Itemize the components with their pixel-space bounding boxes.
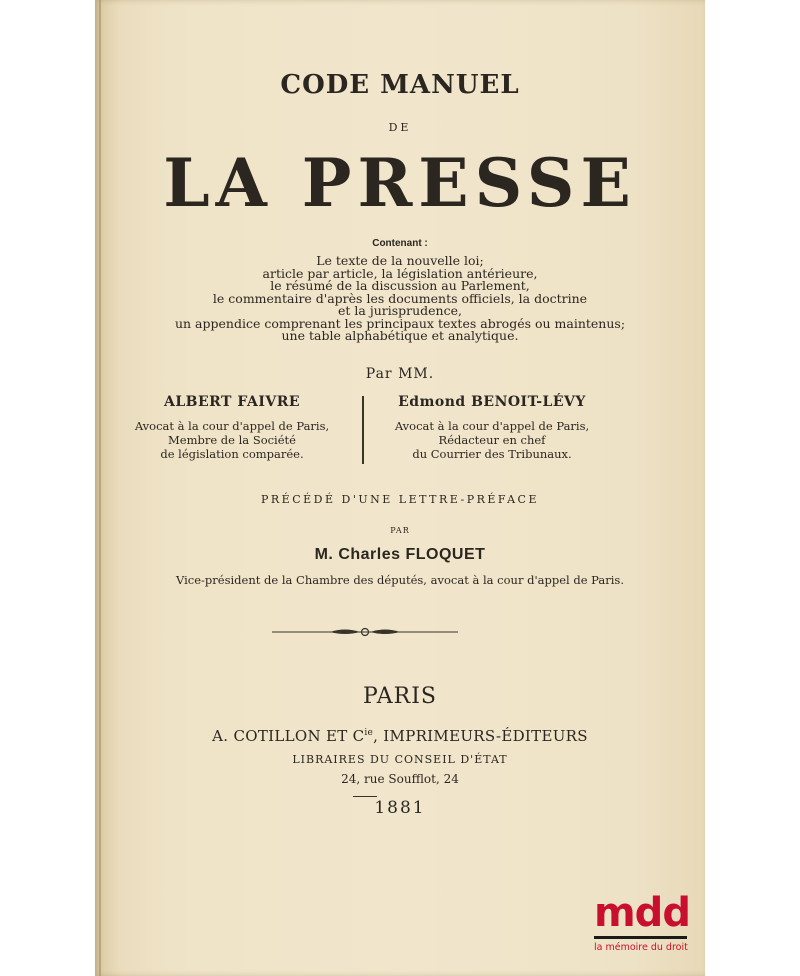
preface-author: M. Charles FLOQUET: [314, 546, 486, 563]
logo-tagline: la mémoire du droit: [594, 942, 688, 953]
author-left-line: Avocat à la cour d'appel de Paris,: [134, 419, 330, 433]
contents-list: [95, 255, 705, 343]
imprint-city: PARIS: [363, 684, 437, 709]
mdd-logo[interactable]: [594, 890, 694, 963]
preface-author-role: Vice-président de la Chambre des députés, avocat à la cour d'appel de Paris.: [176, 573, 624, 587]
author-left-line: de législation comparée.: [160, 447, 304, 461]
contents-heading: Contenant :: [372, 238, 428, 249]
title-de: DE: [388, 121, 412, 134]
author-right-line: Avocat à la cour d'appel de Paris,: [394, 419, 590, 433]
publisher-role: , IMPRIMEURS-ÉDITEURS: [373, 727, 588, 745]
preface-par: PAR: [390, 526, 410, 535]
contents-line: le commentaire d'après les documents officiels, la doctrine: [212, 290, 588, 306]
contents-line: une table alphabétique et analytique.: [281, 328, 519, 343]
author-divider: [362, 396, 364, 464]
authors-by: Par MM.: [365, 366, 435, 382]
publisher-sup: ie: [364, 728, 374, 738]
title-line-1: CODE MANUEL: [280, 70, 520, 100]
title-page: [95, 0, 705, 976]
author-left-line: Membre de la Société: [168, 433, 296, 447]
author-right-line: Rédacteur en chef: [438, 433, 546, 447]
ornament-divider-icon: [270, 623, 460, 641]
logo-mark: mdd: [594, 890, 690, 936]
imprint-libraires: LIBRAIRES DU CONSEIL D'ÉTAT: [292, 753, 508, 766]
logo-bar: [594, 936, 687, 939]
imprint-address: 24, rue Soufflot, 24: [341, 772, 459, 786]
contents-line: le résumé de la discussion au Parlement,: [270, 278, 530, 293]
contents-line: Le texte de la nouvelle loi;: [316, 253, 484, 268]
author-right-name: Edmond BENOIT-LÉVY: [398, 394, 586, 410]
author-right: [367, 394, 617, 461]
title-line-2: LA PRESSE: [163, 144, 637, 222]
contents-line: un appendice comprenant les principaux textes abrogés ou maintenus;: [174, 315, 626, 331]
contents-line: article par article, la législation antérieure,: [262, 265, 538, 281]
imprint-year: 1881: [374, 798, 426, 818]
preface-text: PRÉCÉDÉ D'UNE LETTRE-PRÉFACE: [261, 493, 539, 506]
year-rule: [353, 796, 377, 797]
author-right-line: du Courrier des Tribunaux.: [412, 447, 572, 461]
publisher-name: A. COTILLON ET C: [212, 727, 365, 745]
contents-line: et la jurisprudence,: [338, 303, 462, 318]
imprint-publisher: [95, 727, 705, 745]
author-left: [107, 394, 357, 461]
author-left-name: ALBERT FAIVRE: [163, 394, 301, 410]
authors-block: [95, 394, 705, 470]
